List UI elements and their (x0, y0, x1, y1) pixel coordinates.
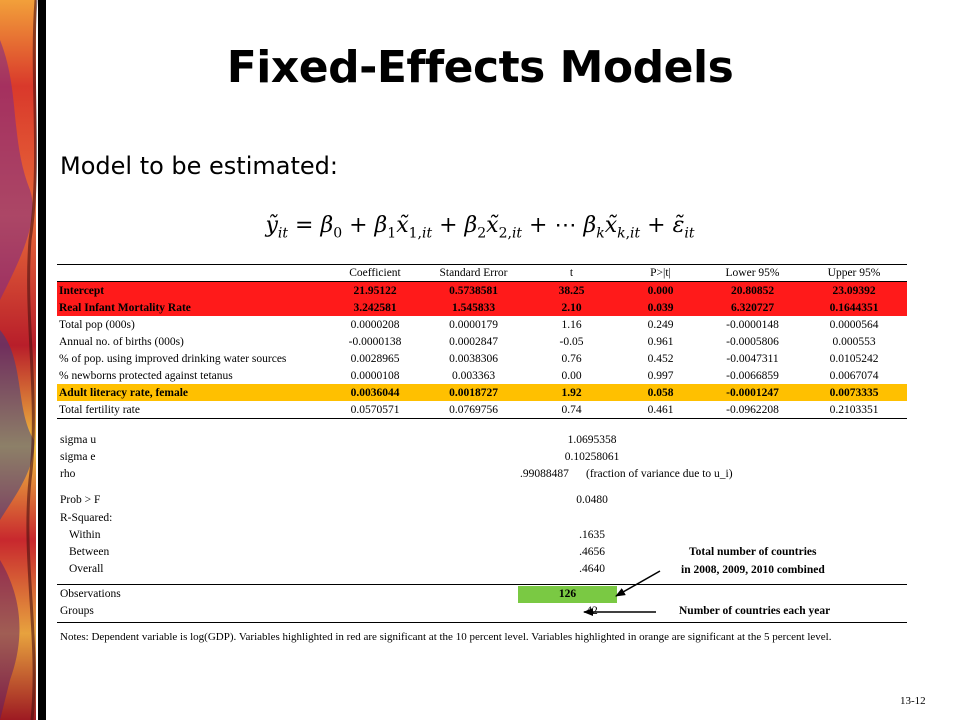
coefficient-table (57, 264, 907, 419)
sigma-u-label: sigma u (60, 434, 97, 446)
table-cell: 0.0073335 (801, 384, 907, 401)
observations-label: Observations (60, 588, 121, 600)
table-cell: 0.0000179 (449, 318, 498, 331)
variable-name-cell: % newborns protected against tetanus (59, 369, 233, 382)
rho-note: (fraction of variance due to u_i) (586, 468, 733, 480)
table-cell: 0.0002847 (449, 335, 498, 348)
table-row (57, 384, 907, 401)
table-cell: 2.10 (526, 299, 617, 316)
within-value: .1635 (579, 529, 605, 541)
table-cell: 0.003363 (451, 369, 496, 382)
table-row (57, 350, 907, 367)
table-cell: 1.16 (561, 318, 582, 331)
column-header: P>|t| (617, 265, 704, 282)
table-row (57, 401, 907, 419)
table-row (57, 299, 907, 316)
table-cell: 0.0036044 (329, 384, 421, 401)
table-cell: 0.000553 (832, 335, 876, 348)
table-row (57, 316, 907, 333)
variable-name-cell: Annual no. of births (000s) (59, 335, 184, 348)
variable-name-cell: Intercept (57, 282, 329, 300)
table-cell: 1.545833 (421, 299, 526, 316)
page-number: 13-12 (900, 695, 926, 707)
observations-value: 126 (518, 586, 617, 603)
table-cell: 0.0000564 (829, 318, 879, 331)
table-cell: 0.961 (647, 335, 674, 348)
table-cell: 0.74 (526, 401, 617, 419)
divider (57, 622, 907, 623)
within-label: Within (69, 529, 101, 541)
prob-f-label: Prob > F (60, 494, 101, 506)
table-cell: 0.249 (647, 318, 674, 331)
table-cell: 6.320727 (704, 299, 801, 316)
column-header: Upper 95% (801, 265, 907, 282)
column-header: t (526, 265, 617, 282)
table-cell: 21.95122 (329, 282, 421, 300)
column-header: Coefficient (329, 265, 421, 282)
slide-subtitle: Model to be estimated: (60, 152, 338, 180)
slide-title: Fixed-Effects Models (226, 42, 734, 93)
table-cell: 0.0067074 (829, 369, 879, 382)
variable-name-cell: Total fertility rate (57, 401, 329, 419)
table-cell: 0.0028965 (350, 352, 400, 365)
groups-label: Groups (60, 605, 94, 617)
table-cell: 0.0769756 (421, 401, 526, 419)
table-cell: 23.09392 (801, 282, 907, 300)
table-cell: 0.5738581 (421, 282, 526, 300)
sigma-e-label: sigma e (60, 451, 96, 463)
sigma-u-value: 1.0695358 (567, 434, 617, 446)
table-cell: 0.0000208 (350, 318, 400, 331)
variable-name-cell: Real Infant Mortality Rate (57, 299, 329, 316)
column-header (57, 265, 329, 282)
table-cell: 0.058 (617, 384, 704, 401)
overall-value: .4640 (579, 563, 605, 575)
table-notes: Notes: Dependent variable is log(GDP). Variables highlighted in red are significant at the 10 percent level. Variables highlighted in orange are significant at the 5 percent level. (60, 631, 832, 643)
annotation-countries-each-year: Number of countries each year (679, 605, 831, 617)
table-cell: 0.2103351 (801, 401, 907, 419)
table-cell: 0.997 (647, 369, 674, 382)
table-cell: -0.0000138 (348, 335, 402, 348)
table-cell: -0.0001247 (704, 384, 801, 401)
variable-name-cell: Total pop (000s) (59, 318, 135, 331)
table-cell: 0.0038306 (449, 352, 498, 365)
prob-f-value: 0.0480 (576, 494, 608, 506)
table-cell: -0.0047311 (726, 352, 779, 365)
table-cell: 38.25 (526, 282, 617, 300)
sigma-e-value: 0.10258061 (564, 451, 620, 463)
table-cell: 0.1644351 (801, 299, 907, 316)
divider (57, 584, 907, 585)
annotation-total-countries-line2: in 2008, 2009, 2010 combined (681, 564, 825, 576)
table-cell: 0.000 (617, 282, 704, 300)
table-cell: 0.0105242 (829, 352, 879, 365)
table-cell: -0.0000148 (726, 318, 779, 331)
between-label: Between (69, 546, 110, 558)
table-cell: 20.80852 (704, 282, 801, 300)
r-squared-label: R-Squared: (60, 512, 113, 524)
table-row (57, 282, 907, 300)
table-cell: 0.452 (647, 352, 674, 365)
column-header: Lower 95% (704, 265, 801, 282)
table-row (57, 333, 907, 350)
between-value: .4656 (579, 546, 605, 558)
table-cell: 0.0570571 (329, 401, 421, 419)
table-cell: -0.0005806 (726, 335, 779, 348)
table-header-row (57, 265, 907, 282)
rho-label: rho (60, 468, 76, 480)
groups-value: 42 (586, 605, 598, 617)
column-header: Standard Error (421, 265, 526, 282)
table-cell: 0.0000108 (350, 369, 400, 382)
table-cell: -0.0962208 (704, 401, 801, 419)
table-cell: 1.92 (526, 384, 617, 401)
table-cell: 3.242581 (329, 299, 421, 316)
table-cell: 0.0018727 (421, 384, 526, 401)
table-cell: -0.0066859 (726, 369, 779, 382)
table-row (57, 367, 907, 384)
table-cell: -0.05 (559, 335, 584, 348)
decorative-side-strip (0, 0, 50, 720)
overall-label: Overall (69, 563, 104, 575)
table-cell: 0.039 (617, 299, 704, 316)
rho-value: .99088487 (520, 468, 569, 480)
table-cell: 0.00 (561, 369, 582, 382)
table-cell: 0.461 (617, 401, 704, 419)
table-cell: 0.76 (561, 352, 582, 365)
regression-output (57, 264, 907, 643)
annotation-total-countries-line1: Total number of countries (689, 546, 817, 558)
variable-name-cell: Adult literacy rate, female (57, 384, 329, 401)
model-equation: ỹ$_{it}$ = $\beta_0$ + $\beta_1x̃_{1,it}$ + $\beta_2x̃_{2,it}$ + ⋯ $\beta_kx̃_{k,it}$ + $\varepsiloñ_{it}$ (265, 213, 695, 242)
variable-name-cell: % of pop. using improved drinking water sources (59, 352, 287, 365)
